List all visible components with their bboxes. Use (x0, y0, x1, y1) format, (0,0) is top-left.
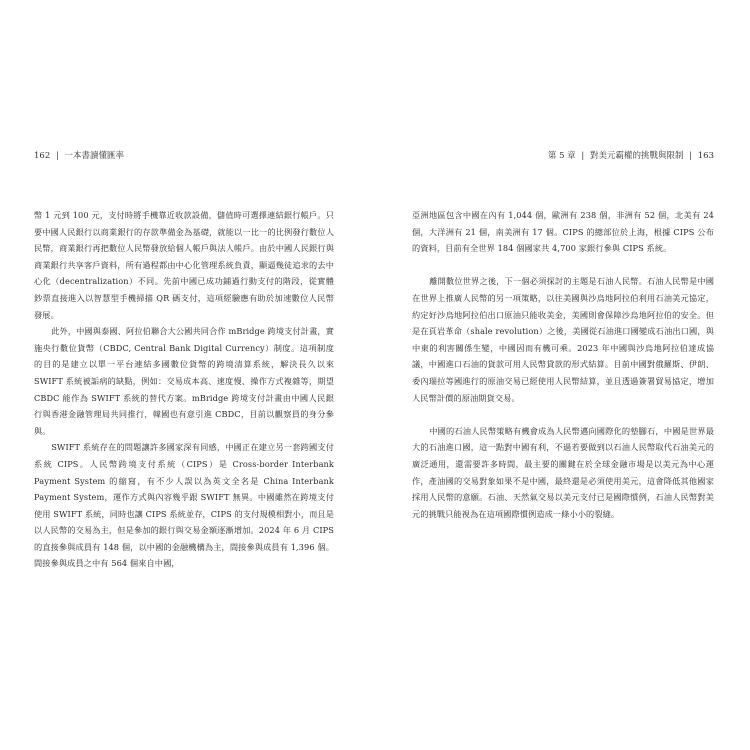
right-page-number: 163 (697, 151, 714, 161)
right-running-header (548, 150, 714, 162)
left-paragraph-3: SWIFT 系統存在的問題讓許多國家深有同感，中國正在建立另一套跨國支付系統 CIPS。人民幣跨境支付系統（CIPS）是 Cross-border Interbank Payment System 的縮寫，有不少人誤以為英文全名是 China Interbank Payment System，運作方式與內容幾乎跟 SWIFT 無異。中國雖然在跨境支付使用 SWIFT 系統，同時也讓 CIPS 系統並存，CIPS 的支付規模相對小，而且是以人民幣的交易為主，但是參加的銀行與交易金額逐漸增加。2024 年 6 月 CIPS 的直接參與成員有 148 個，以中國的金融機構為主，間接參與成員有 1,396 個。間接參與成員之中有 564 個來自中國， (34, 442, 334, 569)
header-separator: | (55, 151, 59, 161)
right-paragraph-3: 中國的石油人民幣策略有機會成為人民幣邁向國際化的墊腳石，中國是世界最大的石油進口國，這一點對中國有利，不過若要做到以石油人民幣取代石油美元的廣泛通用，還需要許多時間，最主要的關鍵在於全球金融市場是以美元為中心運作，產油國的交易對象如果不是中國，最終還是必須使用美元，這會降低其他國家採用人民幣的意願。石油、天然氣交易以美元支付已是國際慣例，石油人民幣對美元的挑戰只能視為在這項國際慣例造成一條小小的裂縫。 (412, 425, 714, 519)
right-page-body (412, 207, 714, 522)
header-separator: | (581, 151, 585, 161)
header-separator: | (689, 151, 693, 161)
chapter-label: 第 5 章 (547, 151, 576, 161)
left-running-header (34, 150, 124, 162)
left-paragraph-1: 幣 1 元到 100 元，支付時將手機靠近收款設備，儲值時可選擇連結銀行帳戶。只要中國人民銀行以商業銀行的存款準備金為基礎，就能以一比一的比例發行數位人民幣，商業銀行再把數位人民幣發放給個人帳戶與法人帳戶。由於中國人民銀行與商業銀行共享客戶資料，所有過程都由中心化管理系統負責，顯逼幾徒追求的去中心化（decentralization）不同。先前中國已成功鋪過行動支付的階段，從實體鈔票直接進入以智慧型手機掃描 QR 碼支付，這項經驗應有助於加速數位人民幣發展。 (34, 210, 334, 320)
right-paragraph-1: 亞洲地區包含中國在內有 1,044 個，歐洲有 238 個，非洲有 52 個，北美有 24 個，大洋洲有 21 個，南美洲有 17 個。CIPS 的總部位於上海，根據 CIPS 公布的資料，目前有全世界 184 個國家共 4,700 家銀行參與 CIPS 系統。 (412, 210, 714, 254)
chapter-title: 對美元霸權的挑戰與限制 (589, 151, 684, 161)
left-page-body (34, 207, 334, 572)
book-title: 一本書讀懂匯率 (64, 151, 125, 161)
left-paragraph-2: 此外，中國與泰國、阿拉伯聯合大公國共同合作 mBridge 跨境支付計畫，實施央行數位貨幣（CBDC, Central Bank Digital Currency）制度。這項制度的目的是建立以單一平台連結多國數位貨幣的跨境清算系統，解決長久以來 SWIFT 系統被詬病的缺點，例如：交易成本高、速度慢、操作方式複雜等，期望 CBDC 能作為 SWIFT 系統的替代方案。mBridge 跨境支付計畫由中國人民銀行與香港金融管理局共同推行，韓國也有意引進 CBDC，目前以觀察員的身分參與。 (34, 326, 334, 436)
right-paragraph-2: 離開數位世界之後，下一個必須探討的主題是石油人民幣。石油人民幣是中國在世界上推廣人民幣的另一項策略，以往美國與沙烏地阿拉伯利用石油美元協定，約定好沙烏地阿拉伯出口原油只能收美金，美國則會保障沙烏地阿拉伯的安全。但是在頁岩革命（shale revolution）之後，美國從石油進口國變成石油出口國，與中東的利害關係生變，中國因而有機可乘。2023 年中國與沙烏地阿拉伯達成協議，中國進口石油的貨款可用人民幣貸款的形式結算。目前中國對俄羅斯、伊朗、委內瑞拉等國進行的原油交易已經使用人民幣結算，並且透過簽署貿易協定，增加人民幣計價的原油期貨交易。 (412, 276, 714, 403)
left-page-number: 162 (34, 151, 51, 161)
